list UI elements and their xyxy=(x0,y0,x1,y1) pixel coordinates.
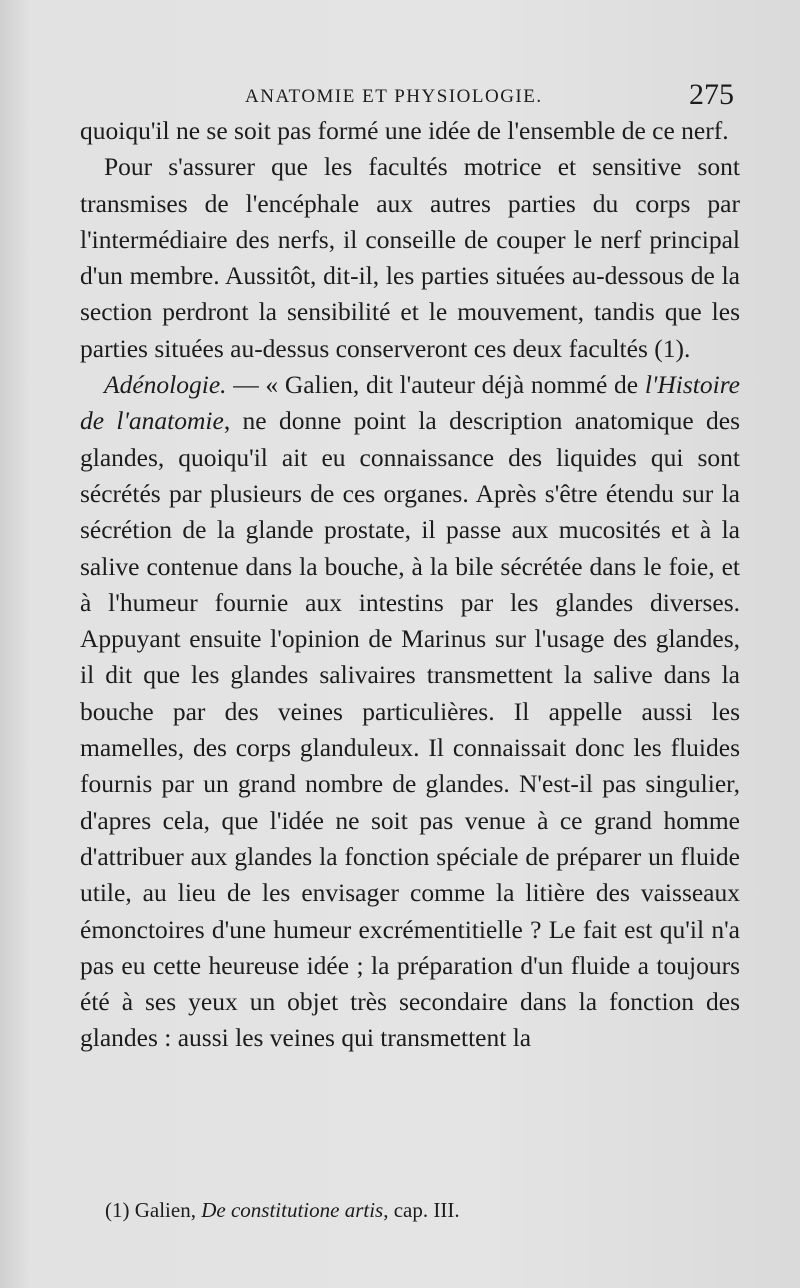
page-number: 275 xyxy=(689,78,734,111)
running-head xyxy=(80,78,740,114)
section-heading-adenologie: Adénologie. xyxy=(104,370,227,400)
paragraph-adenologie-part1: — « Galien, dit l'auteur déjà nommé de xyxy=(226,370,645,400)
body-text xyxy=(80,113,740,1057)
paragraph-adenologie-part2: , ne donne point la description anatomique des glandes, quoiqu'il ait eu connaissance des liquides qui sont sécrétés par plusieurs de ces organes. Après s'être étendu sur la sécrétion de la glande prostate, il passe aux mucosités et à la salive contenue dans la bouche, à la bile sécrétée dans le foie, et à l'humeur fournie aux intestins par les glandes diverses. Appuyant ensuite l'opinion de Marinus sur l'usage des glandes, il dit que les glandes salivaires transmettent la salive dans la bouche par des veines particulières. Il appelle aussi les mamelles, des corps glanduleux. Il connaissait donc les fluides fournis par un grand nombre de glandes. N'est-il pas singulier, d'apres cela, que l'idée ne soit pas venue à ce grand homme d'attribuer aux glandes la fonction spéciale de préparer un fluide utile, au lieu de les envisager comme la litière des vaisseaux émonctoires d'une humeur excrémentitielle ? Le fait est qu'il n'a pas eu cette heureuse idée ; la préparation d'un fluide a toujours été à ses yeux un objet très secondaire dans la fonction des glandes : aussi les veines qui transmettent la xyxy=(80,406,740,1053)
footnote xyxy=(105,1196,725,1224)
paragraph-nerves: Pour s'assurer que les facultés motrice et sensitive sont transmises de l'encéphale aux autres parties du corps par l'intermédiaire des nerfs, il conseille de couper le nerf principal d'un membre. Aussitôt, dit-il, les parties situées au-dessous de la section perdront la sensibilité et le mouvement, tandis que les parties situées au-dessus conserveront ces deux facultés (1). xyxy=(80,152,740,363)
paragraph-continuation: quoiqu'il ne se soit pas formé une idée de l'ensemble de ce nerf. xyxy=(80,116,729,145)
footnote-work-title: De constitutione artis xyxy=(201,1198,384,1222)
cited-work-title: l'Histoire de l'anatomie xyxy=(80,370,740,436)
footnote-reference: , cap. III. xyxy=(383,1198,460,1222)
paragraph-adenologie xyxy=(80,367,740,1057)
running-title: ANATOMIE ET PHYSIOLOGIE. xyxy=(245,86,543,107)
footnote-marker: (1) Galien, xyxy=(105,1198,202,1222)
